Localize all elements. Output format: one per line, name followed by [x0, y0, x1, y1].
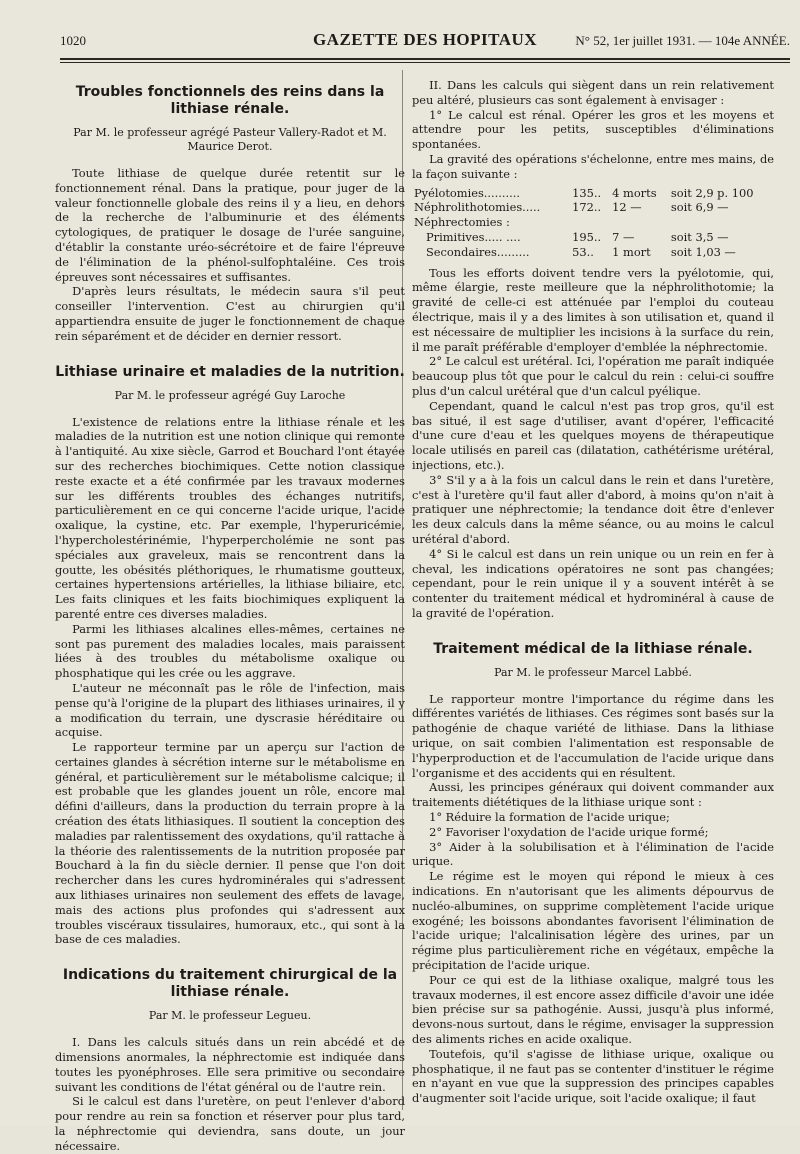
table-cell: soit 1,03 —: [670, 244, 736, 259]
table-cell: soit 2,9 p. 100: [670, 185, 754, 200]
page-header: [60, 30, 790, 54]
table-cell: 172..: [572, 200, 602, 215]
left-column: [55, 78, 405, 1154]
paragraph: 2° Le calcul est urétéral. Ici, l'opération me paraît indiquée beaucoup plus tôt que pour le calcul du rein : celui-ci souffre plus d'un calcul urétéral que d'un calcul pyélique.: [412, 354, 774, 398]
page-number: 1020: [60, 33, 86, 48]
paragraph: Le rapporteur termine par un aperçu sur l'action de certaines glandes à sécrétion interne sur le métabolisme en général, et particulièrement sur le métabolisme calcique; il est probable que les glandes jouent un rôle, encore mal défini d'ailleurs, dans la production du terrain propre à la création des états lithiasiques. Il soutient la conception des maladies par ralentissement des oxydations, qu'il rattache à la théorie des ralentissements de la nutrition proposée par Bouchard à la fin du siècle dernier. Il pense que l'on doit rechercher dans les cures hydrominérales qui s'adressent aux lithiases urinaires non seulement des effets de lavage, mais des actions plus profondes qui s'adressent aux troubles viscéraux tissulaires, humoraux, etc., qui sont à la base de ces maladies.: [55, 740, 405, 947]
table-cell: 4 morts: [612, 185, 657, 200]
section-title: Lithiase urinaire et maladies de la nutrition.: [55, 363, 405, 380]
operations-stats-table: [412, 186, 774, 260]
paragraph: Le rapporteur montre l'importance du régime dans les différentes variétés de lithiases. Ces régimes sont basés sur la pathogénie de chaque variété de lithiase. Dans la lithiase urique, on sait combien l'alimentation est responsable de l'hyperproduction et de l'accumulation de l'acide urique dans l'organisme et des accidents qui en résultent.: [412, 691, 774, 780]
table-cell: 1 mort: [612, 244, 651, 259]
paragraph: L'existence de relations entre la lithiase rénale et les maladies de la nutrition est une notion clinique qui remonte à l'antiquité. Au xixe siècle, Garrod et Bouchard l'ont étayée sur des recherches biochimiques. Cette notion classique reste exacte et a été confirmée par les travaux modernes sur les différents troubles des échanges nutritifs, particulièrement en ce qui concerne l'acide urique, l'acide oxalique, la cystine, etc. Par exemple, l'hyperuricémie, l'hypercholestérinémie, l'hyperpercholémie ne sont pas spéciales aux graveleux, mais se rencontrent dans la goutte, les obésités pléthoriques, le rhumatisme goutteux, certaines hypertensions artérielles, la lithiase biliaire, etc. Les faits cliniques et les faits biochimiques expliquent la parenté entre ces diverses maladies.: [55, 414, 405, 621]
paragraph: Toute lithiase de quelque durée retentit sur le fonctionnement rénal. Dans la pratique, pour juger de la valeur fonctionnelle globale des reins il y a lieu, en dehors de la recherche de l'albuminurie et des éléments cytologiques, de pratiquer le dosage de l'urée sanguine, d'établir la constante uréo-sécrétoire et de faire l'épreuve de l'élimination de la phénol-sulfophtaléine. Ces trois épreuves sont nécessaires et suffisantes.: [55, 166, 405, 284]
paragraph: Toutefois, qu'il s'agisse de lithiase urique, oxalique ou phosphatique, il ne faut pas se contenter d'instituer le régime en n'ayant en vue que la suppression des principes capables d'augmenter soit l'acide urique, soit l'acide oxalique; il faut: [412, 1046, 774, 1106]
table-cell: Néphrectomies :: [414, 215, 510, 230]
table-row: [412, 215, 774, 230]
journal-title: GAZETTE DES HOPITAUX: [312, 30, 538, 49]
paragraph: D'après leurs résultats, le médecin saura s'il peut conseiller l'intervention. C'est au chirurgien qu'il appartiendra ensuite de juger le fonctionnement de chaque rein séparément et de décider en dernier ressort.: [55, 284, 405, 343]
paragraph: 2° Favoriser l'oxydation de l'acide urique formé;: [429, 824, 709, 839]
table-cell: soit 3,5 —: [670, 229, 729, 244]
table-cell: Secondaires.........: [426, 244, 530, 259]
right-column: [412, 78, 774, 1106]
paragraph: Aussi, les principes généraux qui doivent commander aux traitements diététiques de la lithiase urique sont :: [412, 780, 774, 810]
table-row: [412, 230, 774, 245]
section-author: Par M. le professeur agrégé Guy Laroche: [114, 388, 346, 402]
header-rule: [60, 58, 790, 60]
table-row: [412, 200, 774, 215]
paragraph: 1° Le calcul est rénal. Opérer les gros et les moyens et attendre pour les petits, susceptibles d'éliminations spontanées.: [412, 107, 774, 152]
paragraph: 3° Aider à la solubilisation et à l'élimination de l'acide urique.: [412, 839, 774, 869]
table-cell: Néphrolithotomies.....: [414, 200, 541, 215]
section-title: Indications du traitement chirurgical de la lithiase rénale.: [62, 967, 398, 1001]
paragraph: 1° Réduire la formation de l'acide urique;: [429, 810, 670, 825]
table-cell: 53..: [572, 244, 594, 259]
paragraph: 3° S'il y a à la fois un calcul dans le rein et dans l'uretère, c'est à l'uretère qu'il faut aller d'abord, à moins qu'on n'ait à pratiquer une néphrectomie; la tendance doit être d'enlever les deux calculs dans la même séance, ou au moins le calcul urétéral d'abord.: [412, 472, 774, 546]
table-cell: 195..: [572, 229, 602, 244]
table-row: [412, 245, 774, 260]
table-cell: 12 —: [612, 200, 642, 215]
paragraph: Pour ce qui est de la lithiase oxalique, malgré tous les travaux modernes, il est encore assez difficile d'avoir une idée bien précise sur sa pathogénie. Aussi, jusqu'à plus informé, devons-nous surtout, dans le régime, envisager la suppression des aliments riches en acide oxalique.: [412, 972, 774, 1047]
paragraph: Cependant, quand le calcul n'est pas trop gros, qu'il est bas situé, il est sage d'utiliser, avant d'opérer, l'efficacité d'une cure d'eau et les quelques moyens de thérapeutique locale utilisés en pareil cas (dilatation, cathétérisme urétéral, injections, etc.).: [412, 398, 774, 472]
issue-info: N° 52, 1er juillet 1931. — 104e ANNÉE.: [575, 33, 790, 48]
paragraph: 4° Si le calcul est dans un rein unique ou un rein en fer à cheval, les indications opératoires ne sont pas changées; cependant, pour le rein unique il y a souvent intérêt à se contenter du traitement médical et hydrominéral à cause de la gravité de l'opération.: [412, 546, 774, 620]
section-author: Par M. le professeur Marcel Labbé.: [494, 665, 692, 679]
table-cell: soit 6,9 —: [670, 200, 729, 215]
paragraph: I. Dans les calculs situés dans un rein abcédé et de dimensions anormales, la néphrectomie est indiquée dans toutes les pyonéphroses. Elle sera primitive ou secondaire suivant les conditions de l'état général ou de l'autre rein.: [55, 1035, 405, 1094]
section-title: Troubles fonctionnels des reins dans la lithiase rénale.: [75, 84, 385, 117]
section-author: Par M. le professeur Legueu.: [148, 1009, 312, 1023]
paragraph: Tous les efforts doivent tendre vers la pyélotomie, qui, même élargie, reste meilleure que la néphrolithotomie; la gravité de celle-ci est atténuée par l'emploi du couteau électrique, mais il y a des limites à son utilisation et, quand il est nécessaire de multiplier les incisions à la surface du rein, il me paraît préférable d'employer d'emblée la néphrectomie.: [412, 265, 774, 354]
paragraph: Parmi les lithiases alcalines elles-mêmes, certaines ne sont pas purement des maladies locales, mais paraissent liées à des troubles du métabolisme oxalique ou phosphatique qui les crée ou les aggrave.: [55, 621, 405, 681]
paragraph: Si le calcul est dans l'uretère, on peut l'enlever d'abord pour rendre au rein sa fonction et réserver pour plus tard, la néphrectomie qui deviendra, sans doute, un jour nécessaire.: [55, 1094, 405, 1153]
section-author: Par M. le professeur agrégé Pasteur Vallery-Radot et M. Maurice Derot.: [73, 126, 387, 153]
table-row: [412, 186, 774, 201]
table-cell: 7 —: [612, 229, 635, 244]
header-rule-thin: [60, 62, 790, 63]
section-title: Traitement médical de la lithiase rénale.: [433, 640, 753, 657]
paragraph: La gravité des opérations s'échelonne, entre mes mains, de la façon suivante :: [412, 151, 774, 181]
paragraph: II. Dans les calculs qui siègent dans un rein relativement peu altéré, plusieurs cas sont également à envisager :: [412, 78, 774, 107]
table-cell: Primitives..... ....: [426, 229, 521, 244]
paragraph: Le régime est le moyen qui répond le mieux à ces indications. En n'autorisant que les aliments dépourvus de nucléo-albumines, on supprime complètement l'acide urique exogéné; les boissons abondantes favorisent l'élimination de l'acide urique; l'alcalinisation légère des urines, par un régime plus particulièrement riche en végétaux, empêche la précipitation de l'acide urique.: [412, 869, 774, 973]
table-cell: 135..: [572, 185, 602, 200]
table-cell: Pyélotomies..........: [414, 185, 521, 200]
paragraph: L'auteur ne méconnaît pas le rôle de l'infection, mais pense qu'à l'origine de la plupart des lithiases urinaires, il y a modification du terrain, une dyscrasie héréditaire ou acquise.: [55, 680, 405, 740]
